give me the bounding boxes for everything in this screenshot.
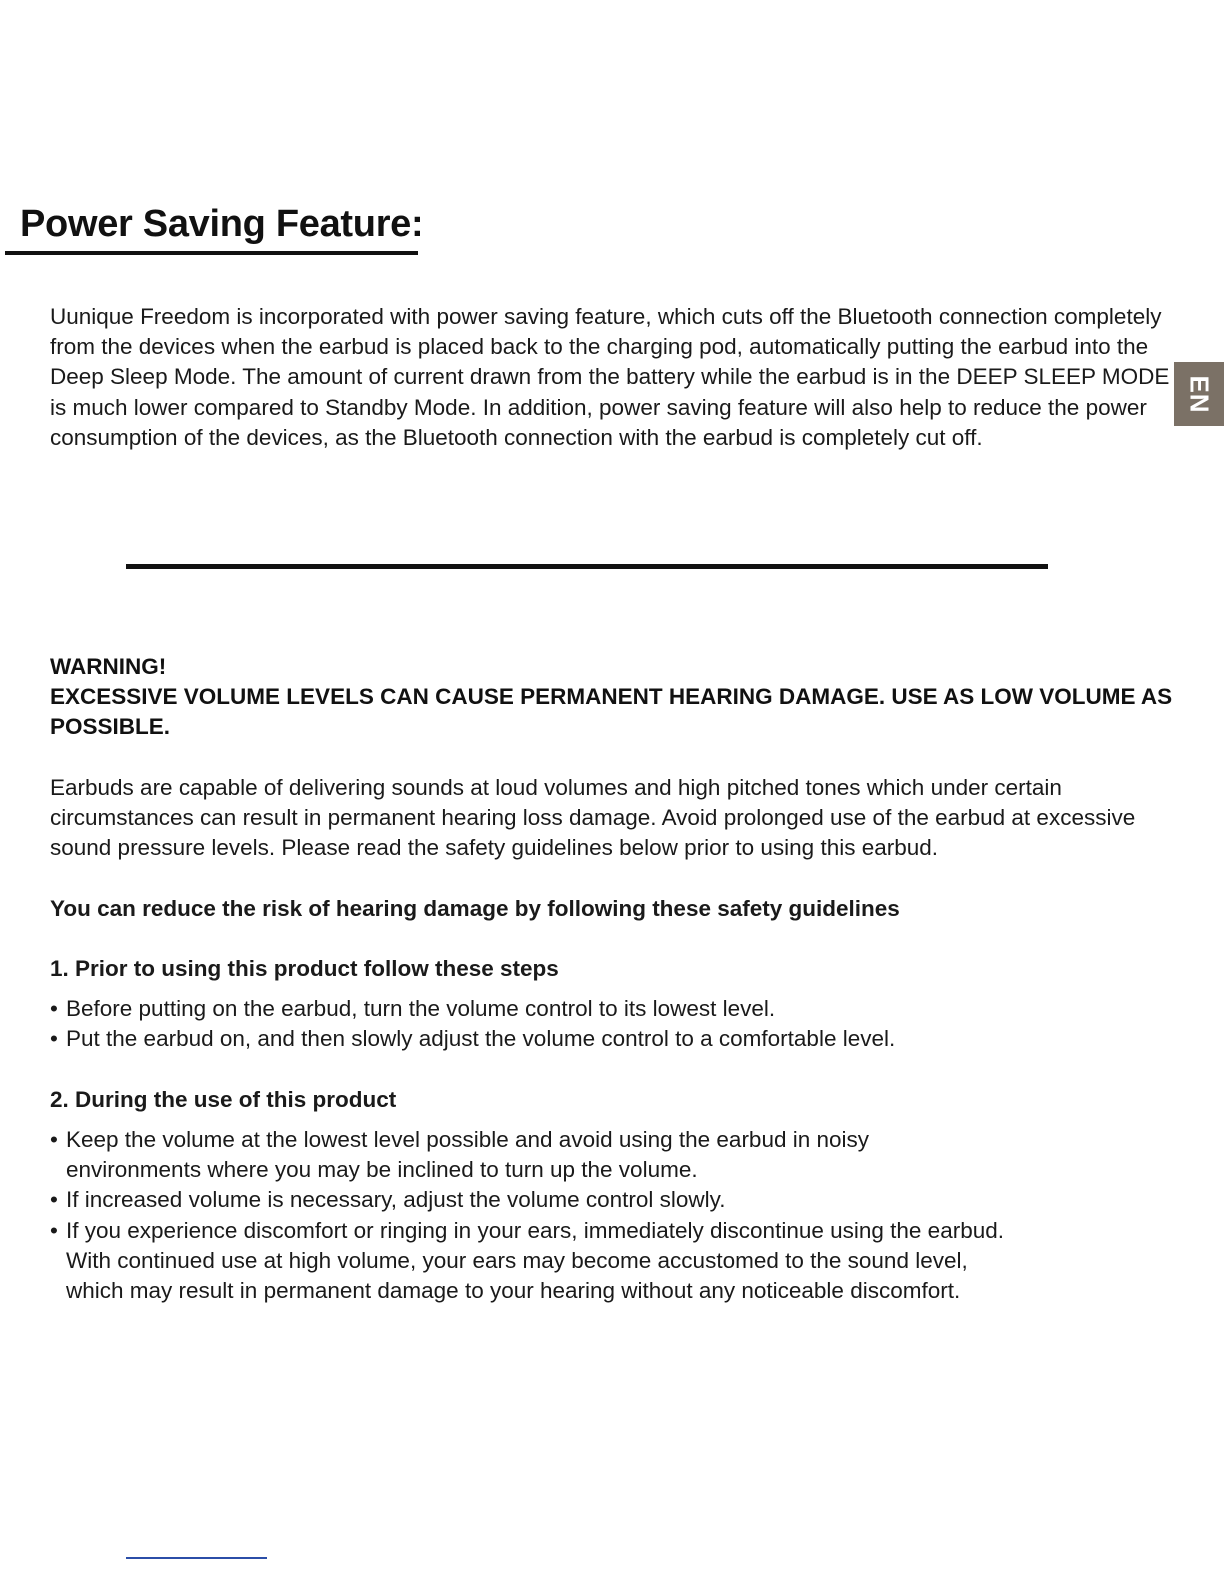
list-item-text: Before putting on the earbud, turn the volume control to its lowest level.: [66, 996, 776, 1021]
step-2-heading: 2. During the use of this product: [50, 1087, 397, 1112]
language-tab: [1174, 362, 1224, 426]
step-1-heading: 1. Prior to using this product follow these steps: [50, 956, 559, 981]
list-item-text: Keep the volume at the lowest level possible and avoid using the earbud in noisy environments where you may be inclined to turn up the volume.: [66, 1127, 870, 1183]
bullet-icon: •: [50, 996, 58, 1021]
list-item-text: If you experience discomfort or ringing in your ears, immediately discontinue using the earbud. With continued use at high volume, your ears may become accustomed to the sound level, which may result in permanent damage to your hearing without any noticeable discomfort.: [66, 1217, 1004, 1304]
list-item: [50, 1024, 1010, 1054]
list-item: [50, 994, 1010, 1024]
warning-statement: EXCESSIVE VOLUME LEVELS CAN CAUSE PERMANENT HEARING DAMAGE. USE AS LOW VOLUME AS POSSIBLE.: [50, 684, 1173, 740]
step-1-list: [50, 994, 1010, 1054]
list-item: [50, 1216, 1010, 1307]
list-item-text: If increased volume is necessary, adjust the volume control slowly.: [66, 1187, 726, 1213]
bullet-icon: •: [50, 1127, 58, 1152]
section-title-power-saving: Power Saving Feature:: [20, 203, 424, 245]
step-2-list: [50, 1125, 1010, 1306]
list-item: [50, 1185, 1010, 1215]
title-underline: [5, 251, 418, 255]
section-divider: [126, 564, 1048, 569]
footer-line: [126, 1557, 267, 1559]
list-item: [50, 1125, 1010, 1185]
warning-paragraph: Earbuds are capable of delivering sounds at loud volumes and high pitched tones which under certain circumstances can result in permanent hearing loss damage. Avoid prolonged use of the earbud at excessive sound pressure levels. Please read the safety guidelines below prior to using this earbud.: [50, 775, 1136, 861]
power-saving-paragraph: Uunique Freedom is incorporated with power saving feature, which cuts off the Bluetooth connection completely from the devices when the earbud is placed back to the charging pod, automatically putting the earbud into the Deep Sleep Mode. The amount of current drawn from the battery while the earbud is in the DEEP SLEEP MODE is much lower compared to Standby Mode. In addition, power saving feature will also help to reduce the power consumption of the devices, as the Bluetooth connection with the earbud is completely cut off.: [50, 304, 1170, 450]
warning-block: [50, 652, 1174, 743]
warning-heading: WARNING!: [50, 654, 167, 679]
bullet-icon: •: [50, 1187, 58, 1213]
guidelines-lead: You can reduce the risk of hearing damage by following these safety guidelines: [50, 896, 900, 921]
list-item-text: Put the earbud on, and then slowly adjust the volume control to a comfortable level.: [66, 1026, 896, 1052]
bullet-icon: •: [50, 1217, 58, 1243]
bullet-icon: •: [50, 1026, 58, 1052]
language-tab-label: EN: [1184, 374, 1215, 414]
